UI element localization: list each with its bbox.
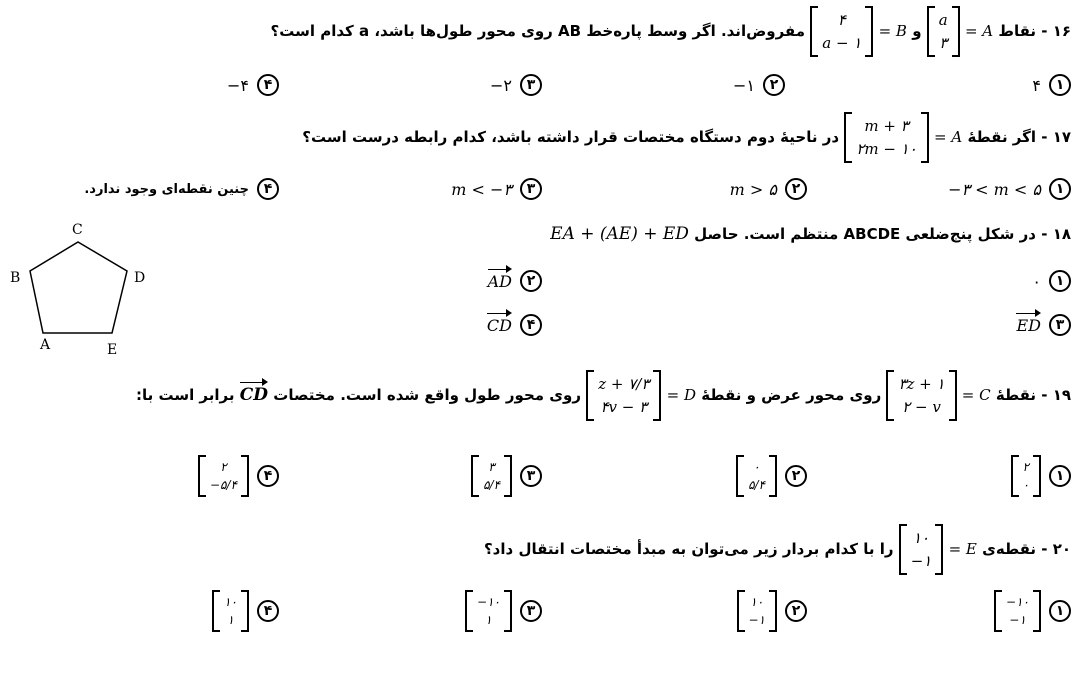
matrix-d: [586, 370, 661, 421]
option-2[interactable]: [488, 270, 542, 292]
option-matrix: [471, 455, 512, 497]
option-2[interactable]: [736, 455, 807, 497]
option-number: ۱: [1049, 600, 1071, 622]
matrix-cell: ۰: [1022, 478, 1029, 492]
question-number: ۱۹ -: [1041, 386, 1071, 404]
option-matrix: [212, 590, 249, 632]
matrix-c: [886, 370, 956, 421]
question-text: در ناحیهٔ دوم دستگاه مختصات قرار داشته باشد، کدام رابطه درست است؟: [302, 128, 840, 146]
option-number: ۱: [1049, 465, 1071, 487]
option-number: ۴: [257, 465, 279, 487]
matrix-label: E =: [948, 540, 977, 558]
question-text: و: [912, 22, 922, 40]
option-matrix: [465, 590, 512, 632]
vertex-label-d: D: [134, 270, 146, 286]
option-2[interactable]: [730, 178, 807, 200]
question-text: برابر است با:: [135, 386, 235, 404]
matrix-cell: ۲: [220, 460, 227, 474]
option-value: −۲: [490, 75, 512, 95]
matrix-a: [844, 112, 929, 163]
option-matrix: [736, 455, 777, 497]
vertex-label-c: C: [72, 222, 83, 238]
option-number: ۲: [785, 178, 807, 200]
option-number: ۳: [1049, 314, 1071, 336]
question-text: اگر نقطهٔ: [967, 128, 1036, 146]
option-number: ۲: [785, 600, 807, 622]
question-text: مفروض‌اند. اگر وسط پاره‌خط AB روی محور طول‌ها باشد، a کدام است؟: [270, 22, 805, 40]
option-3[interactable]: [490, 74, 542, 96]
option-number: ۲: [785, 465, 807, 487]
pentagon-figure: [0, 215, 170, 365]
expression: EA + (AE) + ED: [550, 224, 689, 244]
matrix-cell: −۱: [1009, 613, 1026, 627]
option-1[interactable]: [1032, 270, 1071, 292]
option-number: ۱: [1049, 74, 1071, 96]
question-17: [302, 112, 1071, 163]
option-value: ۴: [1032, 75, 1041, 95]
option-1[interactable]: [948, 178, 1071, 200]
option-value: CD: [486, 315, 512, 335]
option-matrix: [737, 590, 778, 632]
question-18: [550, 224, 1071, 244]
question-number: ۲۰ -: [1041, 540, 1071, 558]
option-1[interactable]: [1032, 74, 1071, 96]
matrix-cell: ۲: [1022, 460, 1029, 474]
matrix-cell: ۱۰: [912, 529, 930, 547]
option-4[interactable]: [227, 74, 279, 96]
option-number: ۱: [1049, 178, 1071, 200]
vertex-label-a: A: [40, 337, 51, 353]
option-number: ۴: [257, 74, 279, 96]
matrix-cell: m + ۳: [864, 117, 909, 135]
matrix-label: A =: [964, 22, 994, 40]
option-number: ۲: [763, 74, 785, 96]
matrix-label: A =: [934, 128, 963, 146]
matrix-cell: ۲m − ۱۰: [856, 139, 917, 158]
question-16: [271, 6, 1071, 57]
option-3[interactable]: [465, 590, 542, 632]
matrix-b: [810, 6, 873, 57]
matrix-e: [899, 524, 944, 575]
option-matrix: [198, 455, 249, 497]
option-2[interactable]: [737, 590, 808, 632]
matrix-cell: ۵/۴: [748, 478, 765, 492]
matrix-cell: a − ۱: [822, 33, 862, 52]
matrix-cell: ۲ − v: [902, 397, 941, 416]
matrix-cell: ۱۰: [750, 595, 764, 609]
question-text: روی محور طول واقع شده است. مختصات: [273, 386, 581, 404]
option-value: −۴: [227, 75, 249, 95]
option-4[interactable]: [84, 178, 279, 200]
matrix-cell: ۱: [227, 613, 234, 627]
matrix-cell: ۴v − ۳: [600, 397, 648, 416]
question-number: ۱۸ -: [1041, 225, 1071, 243]
matrix-cell: −۱۰: [477, 595, 500, 609]
matrix-cell: −۵/۴: [210, 478, 237, 492]
matrix-cell: ۳: [939, 33, 948, 52]
question-number: ۱۷ -: [1041, 128, 1071, 146]
question-text: روی محور عرض و نقطهٔ: [701, 386, 882, 404]
option-matrix: [994, 590, 1041, 632]
option-value: ۰: [1032, 271, 1041, 291]
question-text: نقطهٔ: [995, 386, 1036, 404]
option-number: ۳: [520, 600, 542, 622]
option-number: ۳: [520, 178, 542, 200]
option-number: ۴: [257, 178, 279, 200]
option-1[interactable]: [1011, 455, 1071, 497]
option-value: AD: [487, 271, 512, 291]
matrix-cell: −۱۰: [1006, 595, 1029, 609]
matrix-label: C =: [961, 386, 991, 404]
option-4[interactable]: [198, 455, 279, 497]
matrix-cell: ۱۰: [224, 595, 237, 609]
matrix-cell: −۱: [910, 551, 932, 570]
vertex-label-b: B: [10, 270, 21, 286]
option-2[interactable]: [733, 74, 785, 96]
matrix-cell: a: [938, 11, 948, 29]
option-value: m > ۵: [729, 179, 777, 199]
option-value: −۳ < m < ۵: [948, 179, 1041, 199]
option-value: −۱: [733, 75, 755, 95]
question-19: [136, 370, 1071, 421]
option-3[interactable]: [451, 178, 542, 200]
matrix-label: B =: [878, 22, 907, 40]
option-number: ۴: [257, 600, 279, 622]
option-number: ۲: [520, 270, 542, 292]
matrix-cell: ۴: [837, 11, 846, 29]
option-number: ۳: [520, 74, 542, 96]
pentagon-shape: [30, 242, 127, 333]
matrix-cell: ۵/۴: [483, 478, 500, 492]
matrix-label: D =: [666, 386, 697, 404]
matrix-cell: −۱: [748, 613, 765, 627]
option-value: ED: [1016, 315, 1041, 335]
question-number: ۱۶ -: [1041, 22, 1071, 40]
option-4[interactable]: [212, 590, 279, 632]
option-1[interactable]: [994, 590, 1071, 632]
question-20: [484, 524, 1071, 575]
option-number: ۳: [520, 465, 542, 487]
question-text: را با کدام بردار زیر می‌توان به مبدأ مختصات انتقال داد؟: [483, 540, 894, 558]
matrix-cell: ۱: [485, 613, 492, 627]
vertex-label-e: E: [107, 342, 118, 358]
matrix-cell: z + ۷/۳: [598, 375, 650, 393]
option-number: ۴: [520, 314, 542, 336]
option-value: m < −۳: [451, 179, 512, 199]
option-value: چنین نقطه‌ای وجود ندارد.: [84, 181, 249, 197]
matrix-a: [927, 6, 960, 57]
option-matrix: [1011, 455, 1041, 497]
question-text: نقطه‌ی: [982, 540, 1036, 558]
vector-cd: CD: [239, 385, 269, 405]
question-text: نقاط: [998, 22, 1036, 40]
option-3[interactable]: [1016, 314, 1071, 336]
matrix-cell: ۳z + ۱: [898, 375, 945, 393]
matrix-cell: ۳: [488, 460, 495, 474]
option-3[interactable]: [471, 455, 542, 497]
option-4[interactable]: [487, 314, 542, 336]
question-text: در شکل پنج‌ضلعی ABCDE منتظم است. حاصل: [694, 225, 1036, 243]
matrix-cell: ۰: [753, 460, 760, 474]
option-number: ۱: [1049, 270, 1071, 292]
